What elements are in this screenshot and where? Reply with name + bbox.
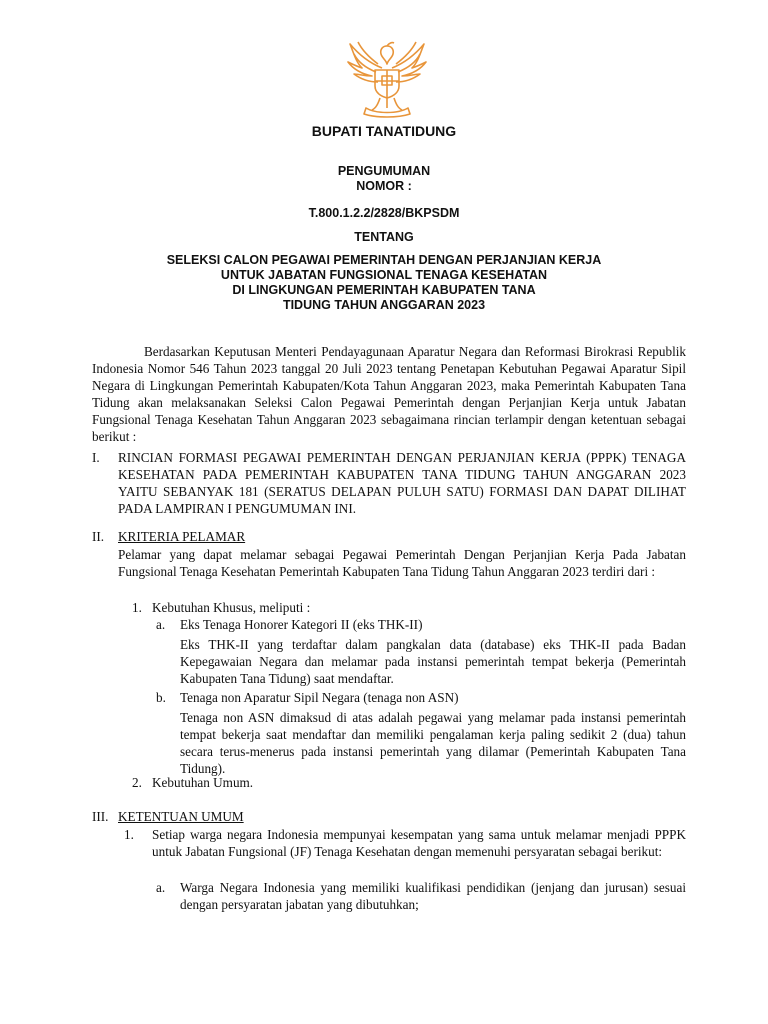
section-2-sub-b-letter: b. <box>156 690 166 705</box>
section-3-title: KETENTUAN UMUM <box>118 809 244 824</box>
section-2-sub-a-letter: a. <box>156 617 166 632</box>
section-2-item-2-text: Kebutuhan Umum. <box>152 775 254 790</box>
title-line-4: TIDUNG TAHUN ANGGARAN 2023 <box>282 298 486 312</box>
garuda-emblem-icon <box>342 38 432 120</box>
section-2-title: KRITERIA PELAMAR <box>118 529 246 544</box>
section-2-sub-b-desc: Tenaga non ASN dimaksud di atas adalah pegawai yang melamar pada instansi pemerintah tempat bekerja saat mendaftar dan memiliki pengalaman kerja paling sedikit 2 (dua) tahun secara terus-menerus pada instansi pemerintah yang dilamar (Pemerintah Kabupaten Tana Tidung). <box>180 710 686 776</box>
section-2-number: II. <box>92 529 105 544</box>
section-3-sub-a-text: Warga Negara Indonesia yang memiliki kualifikasi pendidikan (jenjang dan jurusan) sesuai dengan persyaratan jabatan yang dibutuhkan; <box>180 880 686 912</box>
section-2-sub-b-title: Tenaga non Aparatur Sipil Negara (tenaga non ASN) <box>180 690 459 705</box>
section-2-item-1-number: 1. <box>132 600 142 615</box>
number-label: NOMOR : <box>356 179 412 193</box>
section-1-number: I. <box>92 450 100 465</box>
about-label: TENTANG <box>354 230 414 244</box>
section-3-sub-a-letter: a. <box>156 880 166 895</box>
section-1-text: RINCIAN FORMASI PEGAWAI PEMERINTAH DENGAN PERJANJIAN KERJA (PPPK) TENAGA KESEHATAN PADA PEMERINTAH KABUPATEN TANA TIDUNG TAHUN ANGGARAN 2023 YAITU SEBANYAK 181 (SERATUS DELAPAN PULUH SATU) FORMASI DAN DAPAT DILIHAT PADA LAMPIRAN I PENGUMUMAN INI. <box>118 450 686 516</box>
section-3-number: III. <box>92 809 109 824</box>
section-2-item-1-text: Kebutuhan Khusus, meliputi : <box>152 600 311 615</box>
title-line-3: DI LINGKUNGAN PEMERINTAH KABUPATEN TANA <box>232 283 536 297</box>
section-3-item-1-number: 1. <box>124 827 134 842</box>
title-line-1: SELEKSI CALON PEGAWAI PEMERINTAH DENGAN PERJANJIAN KERJA <box>166 253 602 267</box>
section-2-sub-a-title: Eks Tenaga Honorer Kategori II (eks THK-II) <box>180 617 423 632</box>
section-3-item-1-text: Setiap warga negara Indonesia mempunyai kesempatan yang sama untuk melamar menjadi PPPK untuk Jabatan Fungsional (JF) Tenaga Kesehatan dengan memenuhi persyaratan sebagai berikut: <box>152 827 686 859</box>
authority-heading: BUPATI TANATIDUNG <box>311 123 457 139</box>
document-number: T.800.1.2.2/2828/BKPSDM <box>308 206 460 220</box>
title-line-2: UNTUK JABATAN FUNGSIONAL TENAGA KESEHATAN <box>220 268 548 282</box>
intro-paragraph: Berdasarkan Keputusan Menteri Pendayagunaan Aparatur Negara dan Reformasi Birokrasi Republik Indonesia Nomor 546 Tahun 2023 tanggal 20 Juli 2023 tentang Penetapan Kebutuhan Pegawai Aparatur Sipil Negara di Lingkungan Pemerintah Kabupaten/Kota Tahun Anggaran 2023, maka Pemerintah Kabupaten Tana Tidung akan melaksanakan Seleksi Calon Pegawai Pemerintah dengan Perjanjian Kerja untuk Jabatan Fungsional Tenaga Kesehatan Tahun Anggaran 2023 sebagaimana rincian terlampir dengan ketentuan sebagai berikut : <box>92 344 686 444</box>
section-2-item-2-number: 2. <box>132 775 142 790</box>
section-2-sub-a-desc: Eks THK-II yang terdaftar dalam pangkalan data (database) eks THK-II pada Badan Kepegawaian Negara dan melamar pada instansi pemerintah tempat bekerja (Pemerintah Kabupaten Tana Tidung) saat mendaftar. <box>180 637 686 686</box>
doc-type: PENGUMUMAN <box>337 164 431 178</box>
section-2-intro: Pelamar yang dapat melamar sebagai Pegawai Pemerintah Dengan Perjanjian Kerja Pada Jabatan Fungsional Tenaga Kesehatan Pemerintah Kabupaten Tana Tidung Tahun Anggaran 2023 terdiri dari : <box>118 547 686 579</box>
